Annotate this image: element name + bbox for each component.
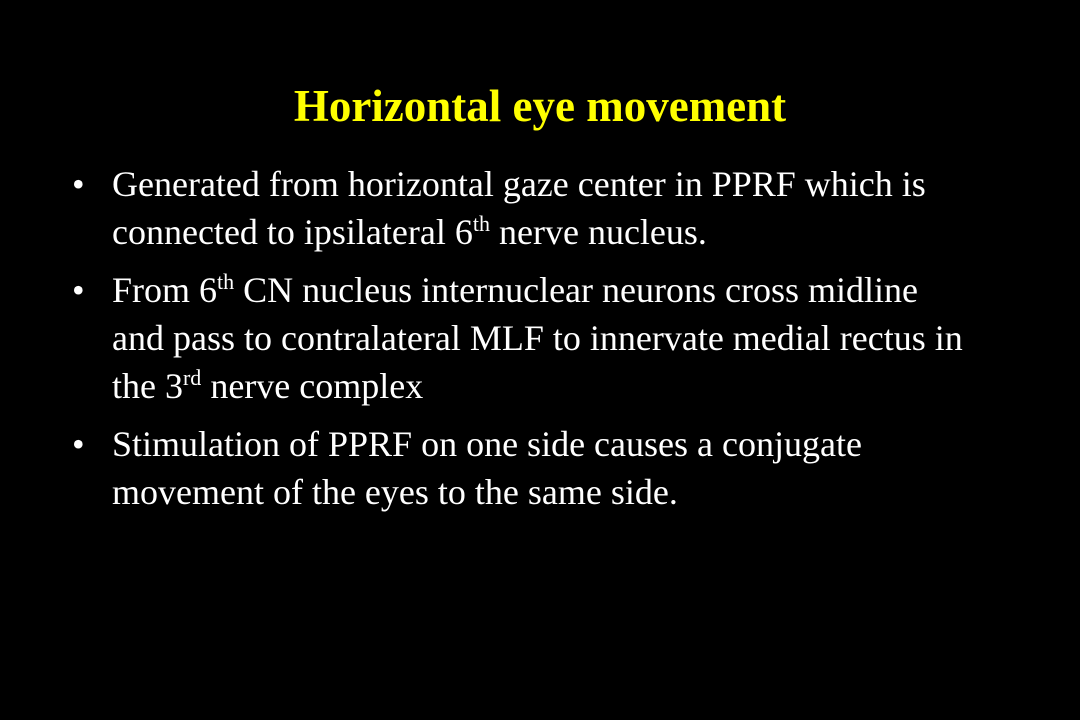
superscript: rd: [182, 365, 202, 390]
bullet-text-part: nerve nucleus.: [490, 212, 707, 252]
bullet-text-part: nerve complex: [201, 366, 424, 406]
bullet-text-part: From 6: [112, 270, 218, 310]
bullet-text-part: CN nucleus internuclear neurons cross midline and pass to contralateral MLF to innervate medial rectus in the 3: [112, 270, 963, 406]
bullet-text-part: Generated from horizontal gaze center in PPRF which is connected to ipsilateral 6: [112, 164, 926, 252]
bullet-text: [112, 424, 862, 512]
bullet-icon: •: [72, 270, 85, 310]
bullet-list: [72, 160, 972, 526]
bullet-text: [112, 164, 926, 252]
bullet-item-gaze-center: [72, 160, 972, 256]
bullet-item-stimulation: [72, 420, 972, 516]
bullet-item-internuclear: [72, 266, 972, 410]
superscript: th: [472, 211, 490, 236]
bullet-text-part: Stimulation of PPRF on one side causes a conjugate movement of the eyes to the same side.: [112, 424, 862, 512]
superscript: th: [217, 269, 235, 294]
bullet-text: [112, 270, 963, 406]
bullet-icon: •: [72, 164, 85, 204]
slide-title: Horizontal eye movement: [293, 81, 787, 131]
bullet-icon: •: [72, 424, 85, 464]
